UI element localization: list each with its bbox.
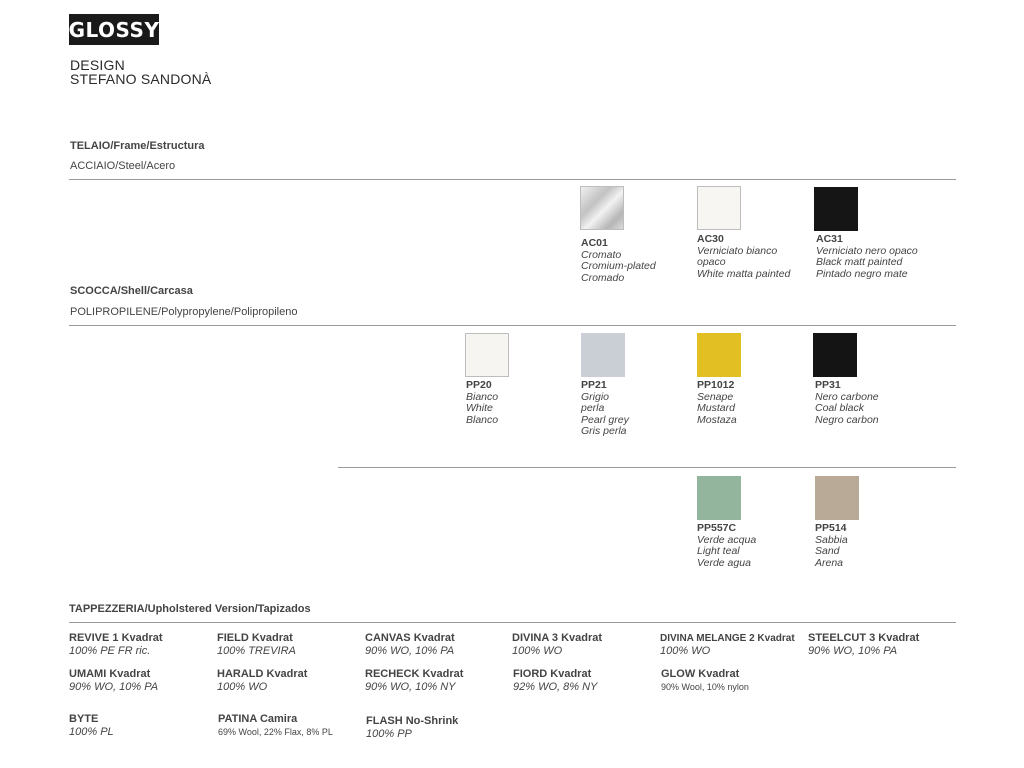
color-code: PP21: [581, 379, 607, 391]
fabric-composition: 100% TREVIRA: [217, 645, 296, 657]
finish-code: AC01: [581, 237, 608, 249]
fabric-item: [217, 632, 296, 658]
frame-divider: [69, 179, 956, 180]
shell-divider: [69, 325, 956, 326]
fabric-name: HARALD Kvadrat: [217, 668, 308, 680]
fabric-composition: 90% WO, 10% PA: [365, 645, 455, 657]
finish-desc: opaco: [697, 256, 726, 268]
color-desc: Coal black: [815, 402, 865, 414]
swatch-ac30: [697, 186, 741, 230]
color-desc: Mustard: [697, 402, 735, 414]
color-desc: Sabbia: [815, 533, 848, 546]
fabric-name: BYTE: [69, 713, 99, 725]
fabric-name: GLOW Kvadrat: [661, 668, 740, 680]
fabric-composition: 100% WO: [660, 645, 711, 657]
fabric-item: [365, 668, 463, 694]
color-desc: perla: [581, 402, 605, 414]
swatch-pp514: [815, 476, 859, 520]
color-code: PP514: [815, 522, 847, 534]
fabric-item: [661, 668, 749, 694]
color-desc: Negro carbon: [815, 413, 879, 426]
finish-desc: Pintado negro mate: [816, 267, 908, 280]
finish-code: AC31: [816, 233, 843, 245]
shell-material: POLIPROPILENE/Polypropylene/Polipropileno: [70, 306, 298, 318]
finish-desc: Cromium-plated: [581, 260, 656, 272]
finish-desc: Verniciato nero opaco: [816, 244, 918, 257]
upholstery-divider: [69, 622, 956, 623]
color-desc: Bianco: [466, 390, 499, 403]
color-desc: Nero carbone: [815, 390, 879, 403]
color-desc: Mostaza: [697, 413, 737, 426]
color-code: PP557C: [697, 522, 737, 534]
color-code: PP20: [466, 379, 492, 391]
color-desc: Grigio: [581, 390, 610, 403]
finish-desc: Black matt painted: [816, 256, 903, 268]
caption-pp21: [581, 380, 629, 438]
caption-ac31: [816, 234, 918, 280]
caption-pp514: [815, 523, 848, 569]
design-label: DESIGN: [70, 57, 125, 73]
fabric-name: CANVAS Kvadrat: [365, 632, 455, 644]
fabric-composition: 100% WO: [217, 681, 268, 693]
caption-pp20: [466, 380, 498, 426]
swatch-ac01: [580, 186, 624, 230]
fabric-item: [69, 713, 114, 739]
fabric-composition: 90% Wool, 10% nylon: [661, 682, 749, 692]
finish-code: AC30: [697, 233, 724, 245]
caption-pp31: [815, 380, 879, 426]
fabric-item: [217, 668, 307, 694]
caption-ac01: [581, 238, 656, 284]
fabric-name: REVIVE 1 Kvadrat: [69, 632, 163, 644]
finish-desc: Cromado: [581, 271, 625, 284]
color-desc: Verde acqua: [697, 533, 757, 546]
fabric-item: [69, 632, 163, 658]
fabric-composition: 100% PE FR ric.: [69, 645, 151, 657]
color-desc: Verde agua: [697, 556, 751, 569]
color-code: PP31: [815, 379, 841, 391]
finish-desc: Cromato: [581, 248, 622, 261]
fabric-name: FLASH No-Shrink: [366, 715, 459, 727]
color-desc: Blanco: [466, 413, 499, 426]
color-desc: Senape: [697, 390, 734, 403]
color-desc: Gris perla: [581, 425, 627, 437]
swatch-pp21: [581, 333, 625, 377]
design-credit: [70, 58, 211, 86]
fabric-item: [69, 668, 158, 694]
fabric-composition: 69% Wool, 22% Flax, 8% PL: [218, 727, 333, 737]
fabric-name: DIVINA MELANGE 2 Kvadrat: [660, 633, 795, 644]
fabric-composition: 90% WO, 10% PA: [808, 645, 898, 657]
caption-pp557c: [697, 523, 756, 569]
caption-ac30: [697, 234, 790, 280]
color-desc: Pearl grey: [581, 413, 629, 426]
frame-material: ACCIAIO/Steel/Acero: [70, 160, 176, 172]
fabric-composition: 100% PL: [69, 726, 114, 738]
upholstery-section-title: TAPPEZZERIA/Upholstered Version/Tapizados: [69, 603, 311, 615]
fabric-composition: 90% WO, 10% NY: [365, 681, 456, 693]
fabric-composition: 92% WO, 8% NY: [513, 681, 598, 693]
finish-desc: Verniciato bianco: [697, 244, 778, 257]
fabric-name: FIELD Kvadrat: [217, 632, 293, 644]
swatch-ac31: [814, 187, 858, 231]
fabric-item: [513, 668, 597, 694]
color-desc: Light teal: [697, 545, 740, 557]
swatch-pp557c: [697, 476, 741, 520]
fabric-name: RECHECK Kvadrat: [365, 668, 464, 680]
color-code: PP1012: [697, 379, 735, 391]
fabric-item: [808, 632, 919, 658]
fabric-item: [512, 632, 602, 658]
caption-pp1012: [697, 380, 737, 426]
swatch-pp20: [465, 333, 509, 377]
swatch-pp1012: [697, 333, 741, 377]
swatch-pp31: [813, 333, 857, 377]
color-desc: Arena: [815, 556, 844, 569]
color-desc: Sand: [815, 545, 840, 557]
fabric-name: PATINA Camira: [218, 713, 298, 725]
shell-section-title: SCOCCA/Shell/Carcasa: [70, 285, 193, 297]
fabric-composition: 100% WO: [512, 645, 563, 657]
fabric-item: [365, 632, 455, 658]
finish-desc: White matta painted: [697, 267, 791, 280]
fabric-name: UMAMI Kvadrat: [69, 668, 151, 680]
fabric-item: [660, 632, 795, 658]
color-desc: White: [466, 402, 493, 414]
fabric-name: DIVINA 3 Kvadrat: [512, 632, 603, 644]
fabric-item: [366, 715, 458, 741]
fabric-composition: 100% PP: [366, 728, 412, 740]
fabric-item: [218, 713, 333, 739]
frame-section-title: TELAIO/Frame/Estructura: [70, 140, 205, 152]
fabric-name: FIORD Kvadrat: [513, 668, 592, 680]
fabric-name: STEELCUT 3 Kvadrat: [808, 632, 920, 644]
brand-logo: GLOSSY: [69, 14, 159, 45]
shell-row-divider: [338, 467, 956, 468]
designer-name: STEFANO SANDONÀ: [70, 71, 212, 87]
fabric-composition: 90% WO, 10% PA: [69, 681, 159, 693]
